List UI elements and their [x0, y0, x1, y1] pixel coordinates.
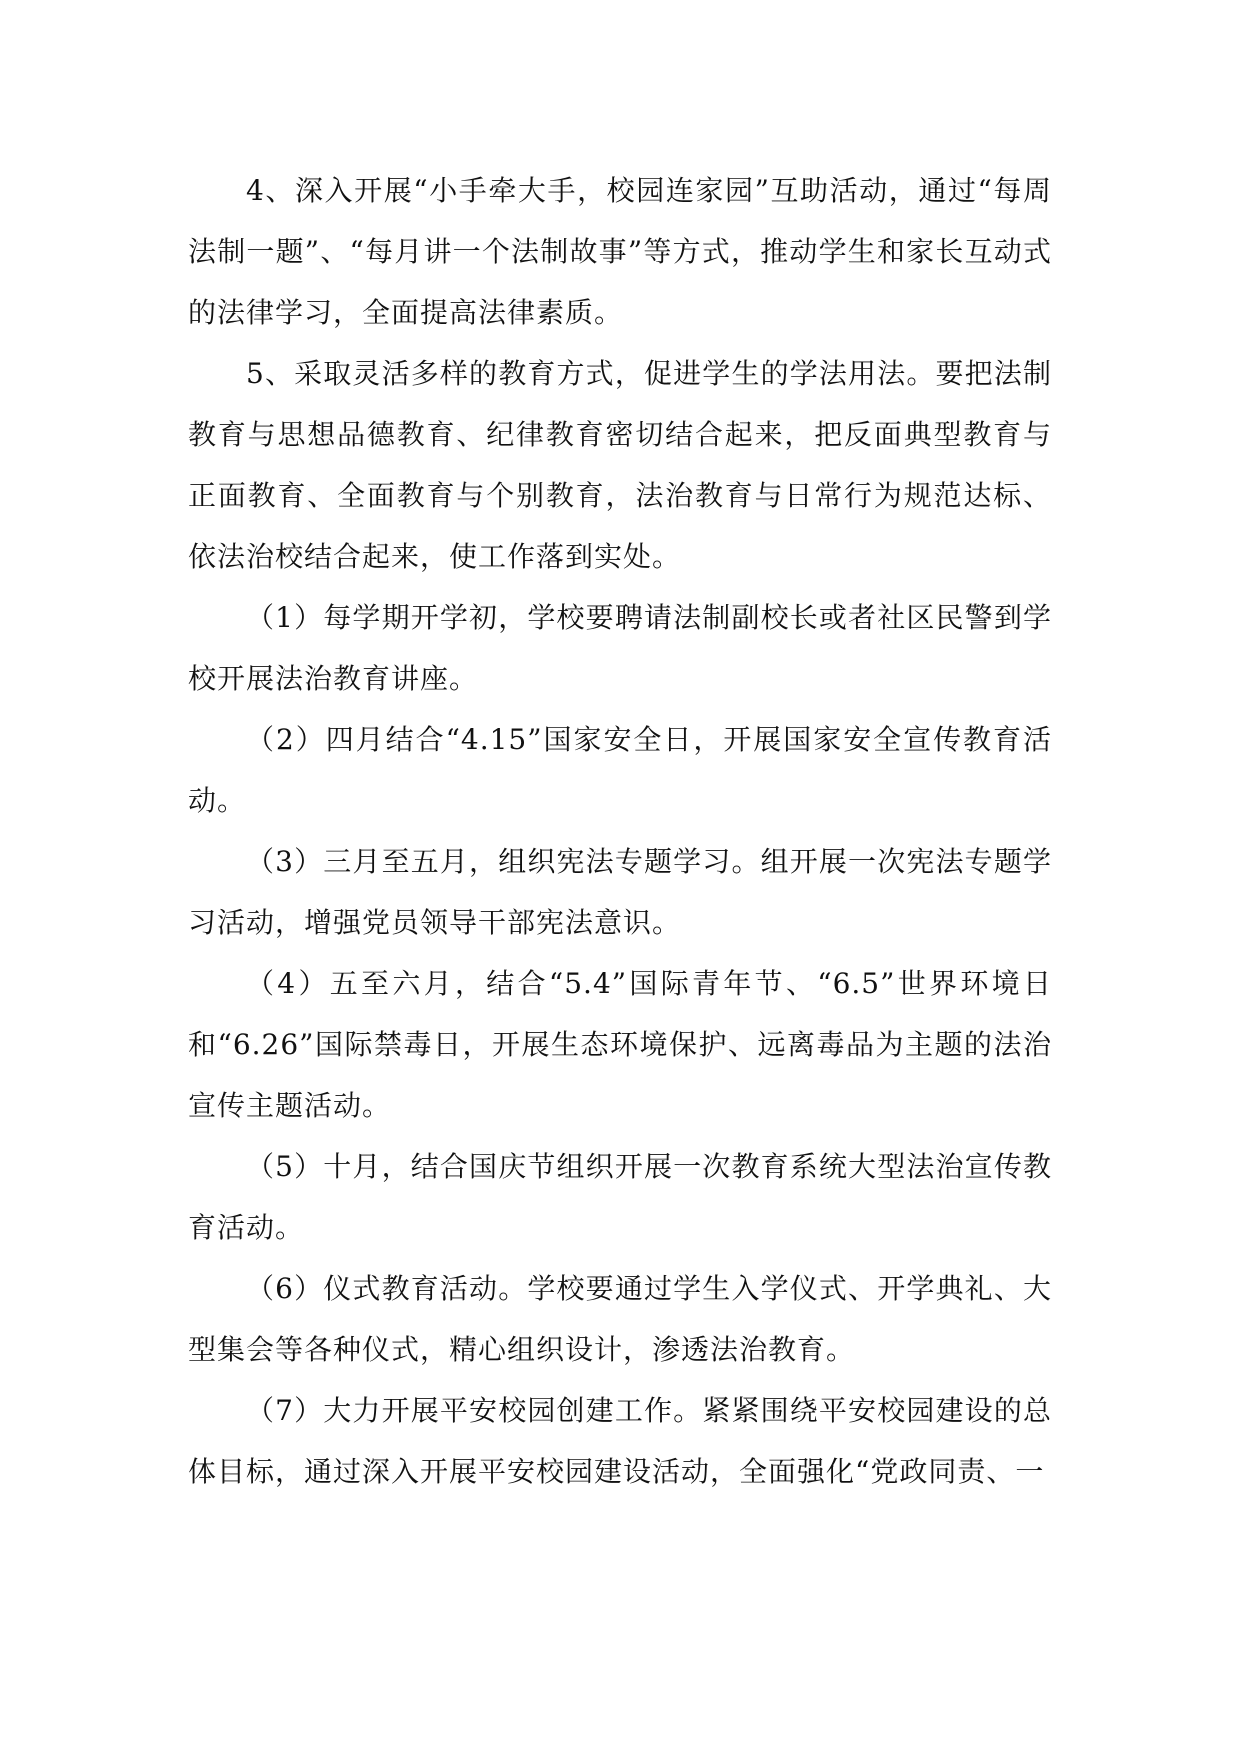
paragraph-subitem-1: （1）每学期开学初，学校要聘请法制副校长或者社区民警到学校开展法治教育讲座。	[188, 601, 1052, 695]
paragraph-subitem-5: （5）十月，结合国庆节组织开展一次教育系统大型法治宣传教育活动。	[188, 1150, 1052, 1244]
paragraph-subitem-4: （4）五至六月，结合“5.4”国际青年节、“6.5”世界环境日和“6.26”国际禁毒日，开展生态环境保护、远离毒品为主题的法治宣传主题活动。	[188, 967, 1052, 1122]
paragraph-item-4: 4、深入开展“小手牵大手，校园连家园”互助活动，通过“每周法制一题”、“每月讲一个法制故事”等方式，推动学生和家长互动式的法律学习，全面提高法律素质。	[188, 174, 1052, 329]
paragraph-subitem-3: （3）三月至五月，组织宪法专题学习。组开展一次宪法专题学习活动，增强党员领导干部宪法意识。	[188, 845, 1052, 939]
paragraph-subitem-6: （6）仪式教育活动。学校要通过学生入学仪式、开学典礼、大型集会等各种仪式，精心组织设计，渗透法治教育。	[188, 1272, 1052, 1366]
paragraph-subitem-2: （2）四月结合“4.15”国家安全日，开展国家安全宣传教育活动。	[188, 723, 1052, 817]
paragraph-subitem-7: （7）大力开展平安校园创建工作。紧紧围绕平安校园建设的总体目标，通过深入开展平安校园建设活动，全面强化“党政同责、一	[188, 1394, 1052, 1488]
paragraph-item-5: 5、采取灵活多样的教育方式，促进学生的学法用法。要把法制教育与思想品德教育、纪律教育密切结合起来，把反面典型教育与正面教育、全面教育与个别教育，法治教育与日常行为规范达标、依法治校结合起来，使工作落到实处。	[188, 357, 1052, 573]
document-body	[188, 160, 1052, 1502]
